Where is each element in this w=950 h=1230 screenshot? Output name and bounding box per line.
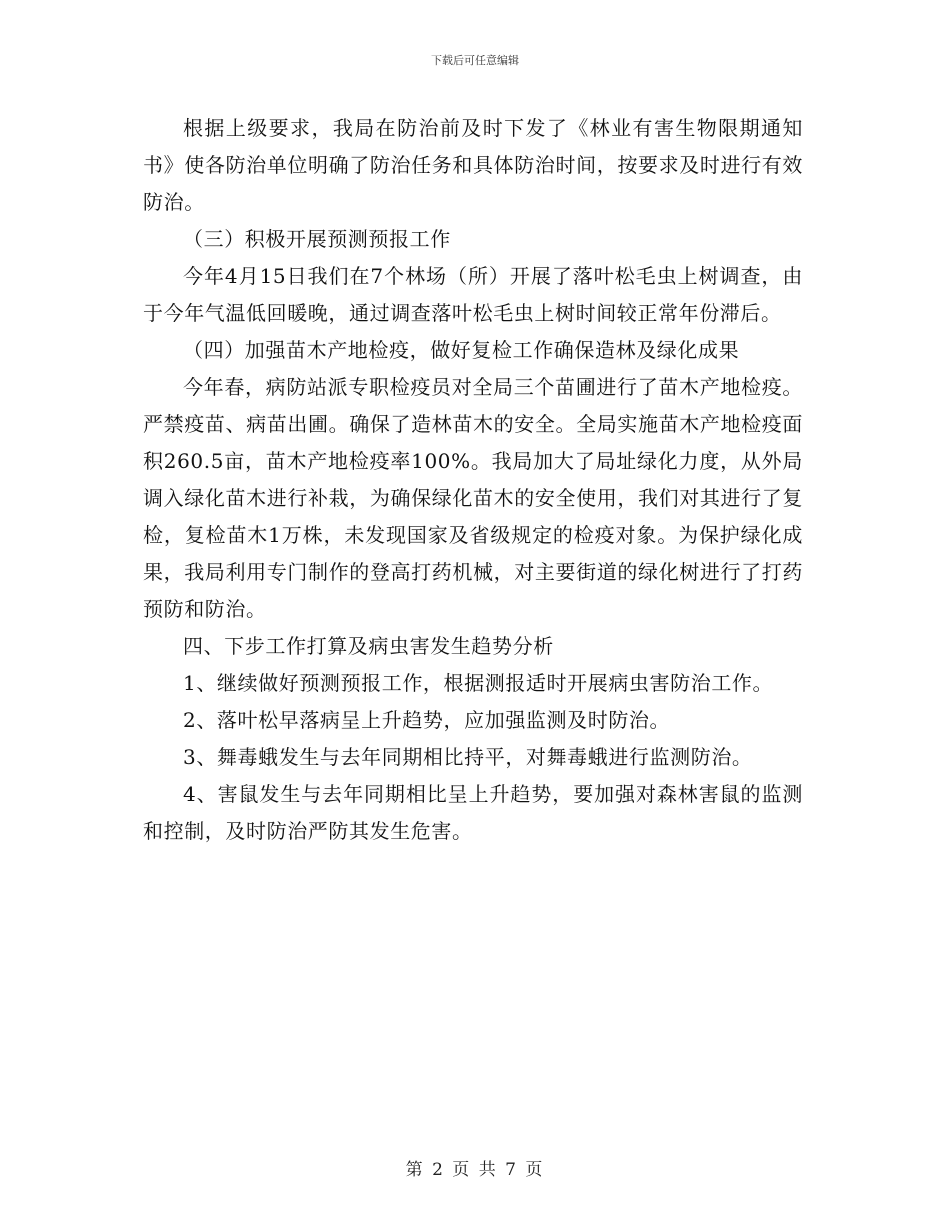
- paragraph-notice: 根据上级要求，我局在防治前及时下发了《林业有害生物限期通知书》使各防治单位明确了防治任务和具体防治时间，按要求及时进行有效防治。: [143, 116, 803, 214]
- list-item-4: 4、害鼠发生与去年同期相比呈上升趋势，要加强对森林害鼠的监测和控制，及时防治严防其发生危害。: [143, 782, 803, 843]
- section-heading-forecast: （三）积极开展预测预报工作: [183, 227, 451, 251]
- header-note: 下载后可任意编辑: [431, 54, 519, 67]
- document-body: [143, 110, 803, 850]
- section-heading-quarantine: （四）加强苗木产地检疫，做好复检工作确保造林及绿化成果: [183, 338, 740, 362]
- paragraph-survey: 今年4月15日我们在7个林场（所）开展了落叶松毛虫上树调查，由于今年气温低回暖晚，通过调查落叶松毛虫上树时间较正常年份滞后。: [143, 264, 803, 325]
- list-item-1: 1、继续做好预测预报工作，根据测报适时开展病虫害防治工作。: [183, 671, 774, 695]
- list-item-3: 3、舞毒蛾发生与去年同期相比持平，对舞毒蛾进行监测防治。: [183, 745, 753, 769]
- paragraph-quarantine: 今年春，病防站派专职检疫员对全局三个苗圃进行了苗木产地检疫。严禁疫苗、病苗出圃。确保了造林苗木的安全。全局实施苗木产地检疫面积260.5亩，苗木产地检疫率100%。我局加大了局址绿化力度，从外局调入绿化苗木进行补栽，为确保绿化苗木的安全使用，我们对其进行了复检，复检苗木1万株，未发现国家及省级规定的检疫对象。为保护绿化成果，我局利用专门制作的登高打药机械，对主要街道的绿化树进行了打药预防和防治。: [143, 375, 803, 621]
- page-number-footer: 第 2 页 共 7 页: [405, 1160, 545, 1180]
- list-item-2: 2、落叶松早落病呈上升趋势，应加强监测及时防治。: [183, 708, 671, 732]
- section-heading-next-steps: 四、下步工作打算及病虫害发生趋势分析: [183, 634, 554, 658]
